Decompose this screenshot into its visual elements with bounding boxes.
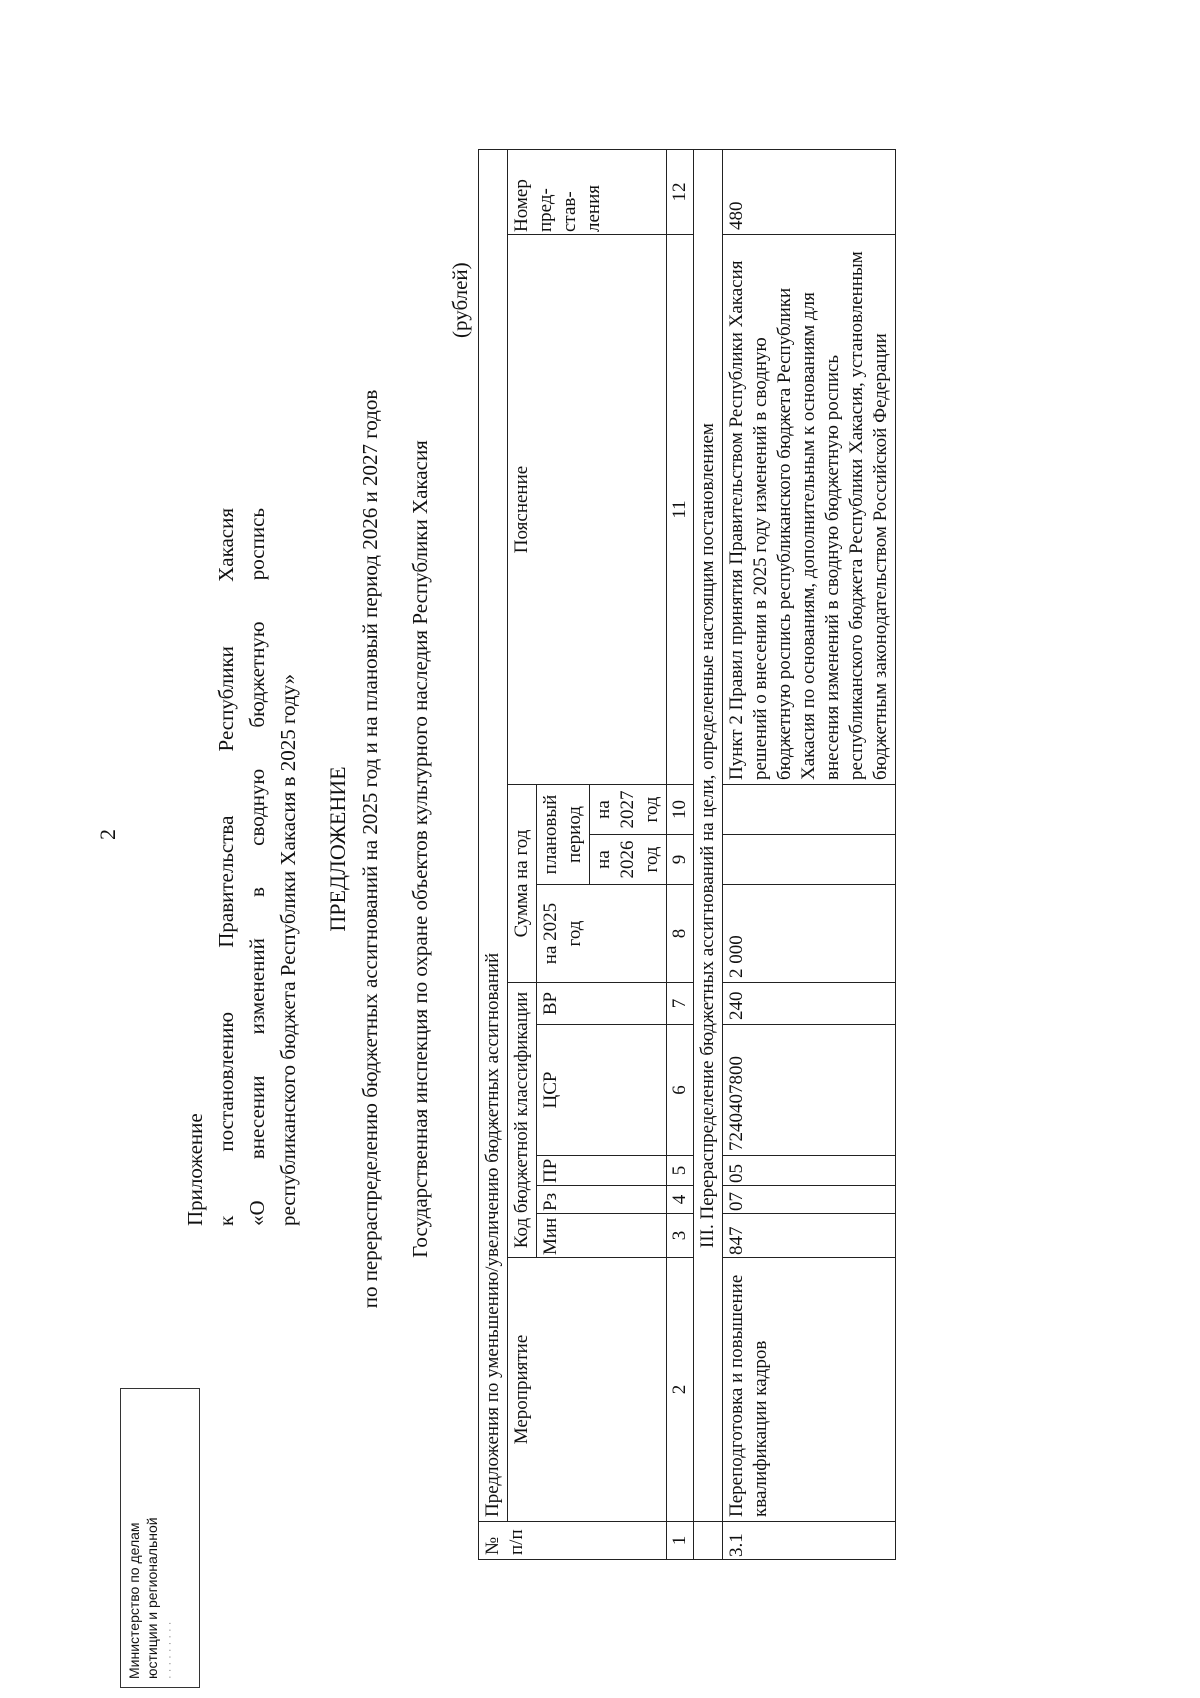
row-vr: 240 xyxy=(723,983,896,1025)
header-min: Мин xyxy=(537,1214,667,1258)
row-rz: 07 xyxy=(723,1186,896,1214)
section-spacer xyxy=(694,1522,723,1560)
stamp-line: юстиции и региональной xyxy=(144,1517,160,1679)
header-vr: ВР xyxy=(537,983,667,1025)
table-header-row xyxy=(508,150,537,1560)
registration-stamp xyxy=(120,1388,200,1688)
column-number: 2 xyxy=(667,1258,694,1522)
page-number: 2 xyxy=(95,829,120,840)
header-csr: ЦСР xyxy=(537,1025,667,1156)
table-header-row xyxy=(479,150,508,1560)
header-explanation: Пояснение xyxy=(508,235,667,785)
row-csr: 7240407800 xyxy=(723,1025,896,1156)
section-row xyxy=(694,150,723,1560)
header-pr: ПР xyxy=(537,1156,667,1186)
row-pr: 05 xyxy=(723,1156,896,1186)
column-number-row xyxy=(667,150,694,1560)
header-budget-code: Код бюджетной классификации xyxy=(508,983,537,1258)
units-label: (рублей) xyxy=(448,262,472,338)
column-number: 5 xyxy=(667,1156,694,1186)
column-number: 7 xyxy=(667,983,694,1025)
appendix-line-title: «О внесении изменений в сводную бюджетную роспись xyxy=(245,508,269,1226)
row-2026 xyxy=(723,835,896,885)
header-2027: на 2027 год xyxy=(590,785,667,835)
header-sum: Сумма на год xyxy=(508,785,537,983)
reallocation-table xyxy=(478,149,896,1560)
organization-name: Государственная инспекция по охране объектов культурного наследия Республики Хакасия xyxy=(408,440,432,1258)
header-rep-number: Номер пред-став-ления xyxy=(508,150,667,235)
column-number: 8 xyxy=(667,885,694,983)
header-event: Мероприятие xyxy=(508,1258,667,1522)
row-min: 847 xyxy=(723,1214,896,1258)
row-explanation: Пункт 2 Правил принятия Правительством Республики Хакасия решений о внесении в 2025 году изменений в сводную бюджетную роспись республиканского бюджета Республики Хакасия по основаниям, дополнительным к основаниям для внесения изменений в сводную бюджетную роспись республиканского бюджета Республики Хакасия, установленным бюджетным законодательством Российской Федерации xyxy=(723,235,896,785)
stamp-smudge: · · · · · · · · · xyxy=(164,1621,176,1679)
column-number: 12 xyxy=(667,150,694,235)
row-event: Переподготовка и повышение квалификации кадров xyxy=(723,1258,896,1522)
header-num: № п/п xyxy=(479,1522,667,1560)
section-title: III. Перераспределение бюджетных ассигнований на цели, определенные настоящим постановлением xyxy=(694,150,723,1522)
column-number: 11 xyxy=(667,235,694,785)
column-number: 10 xyxy=(667,785,694,835)
document-title: ПРЕДЛОЖЕНИЕ xyxy=(325,766,350,932)
document-subtitle: по перераспределению бюджетных ассигнований на 2025 год и на плановый период 2026 и 2027 годов xyxy=(358,389,382,1309)
header-2025: на 2025 год xyxy=(537,885,667,983)
header-rz: Рз xyxy=(537,1186,667,1214)
table-row xyxy=(723,150,896,1560)
appendix-line-budget: республиканского бюджета Республики Хакасия в 2025 году» xyxy=(276,673,300,1226)
row-2025: 2 000 xyxy=(723,885,896,983)
column-number: 3 xyxy=(667,1214,694,1258)
column-number: 9 xyxy=(667,835,694,885)
column-number: 4 xyxy=(667,1186,694,1214)
header-proposals: Предложения по уменьшению/увеличению бюджетных ассигнований xyxy=(479,150,508,1522)
header-2026: на 2026 год xyxy=(590,835,667,885)
appendix-line-resolution: к постановлению Правительства Республики Хакасия xyxy=(214,508,238,1226)
stamp-line: Министерство по делам xyxy=(126,1522,142,1679)
appendix-label: Приложение xyxy=(183,1113,207,1226)
appendix-header xyxy=(180,508,304,1226)
header-planned-period: плановый период xyxy=(537,785,590,885)
column-number: 1 xyxy=(667,1522,694,1560)
row-num: 3.1 xyxy=(723,1522,896,1560)
row-2027 xyxy=(723,785,896,835)
row-rep-number: 480 xyxy=(723,150,896,235)
column-number: 6 xyxy=(667,1025,694,1156)
